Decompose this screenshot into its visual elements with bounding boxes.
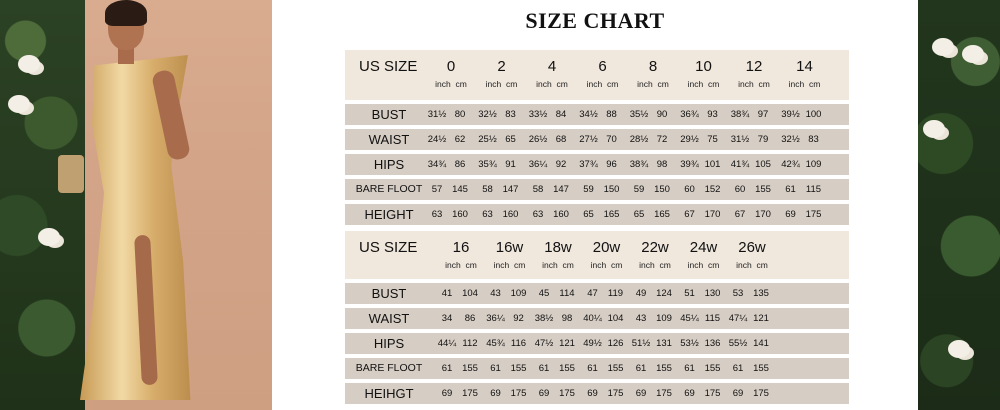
inch-value: 58 <box>482 184 493 195</box>
size-table-plus <box>345 231 849 404</box>
unit-labels <box>532 260 584 270</box>
cm-value: 155 <box>704 363 721 374</box>
size-value: 2 <box>497 58 506 75</box>
measurement-row <box>345 358 849 379</box>
unit-cm: cm <box>513 260 526 270</box>
cm-value: 165 <box>603 209 620 220</box>
measurement-label: WAIST <box>368 311 410 326</box>
cm-value: 155 <box>607 363 624 374</box>
inch-value: 41 <box>441 288 453 299</box>
inch-value: 67 <box>734 209 746 220</box>
unit-cm: cm <box>707 260 720 270</box>
inch-value: 28½ <box>629 134 649 145</box>
cm-value: 90 <box>656 109 668 120</box>
inch-value: 47 <box>587 288 598 299</box>
cm-value: 170 <box>704 209 721 220</box>
measurement-row <box>345 333 849 354</box>
size-column-header <box>726 239 778 270</box>
inch-value: 57 <box>431 184 443 195</box>
cm-value: 97 <box>757 109 769 120</box>
cm-value: 92 <box>555 159 567 170</box>
unit-labels <box>425 79 477 89</box>
cm-value: 155 <box>656 363 672 374</box>
unit-labels <box>678 79 730 89</box>
inch-value: 49 <box>635 288 647 299</box>
foliage-decoration <box>0 0 85 410</box>
cm-value: 165 <box>654 209 670 220</box>
unit-inch: inch <box>536 79 552 89</box>
unit-inch: inch <box>687 260 704 270</box>
unit-inch: inch <box>485 79 502 89</box>
cm-value: 121 <box>753 313 769 324</box>
measurement-row <box>345 179 849 200</box>
cm-value: 175 <box>704 388 721 399</box>
measurement-label: BARE FLOOT <box>355 183 423 195</box>
inch-value: 42¾ <box>781 159 800 170</box>
cm-value: 124 <box>656 288 672 299</box>
unit-cm: cm <box>610 260 623 270</box>
inch-value: 34½ <box>579 109 598 120</box>
cm-value: 109 <box>656 313 672 324</box>
model-photo-left <box>0 0 272 410</box>
unit-inch: inch <box>445 260 461 270</box>
inch-value: 38¾ <box>629 159 649 170</box>
inch-value: 61 <box>490 363 501 374</box>
cm-value: 150 <box>603 184 620 195</box>
unit-cm: cm <box>465 260 477 270</box>
unit-inch: inch <box>542 260 558 270</box>
inch-value: 69 <box>732 388 744 399</box>
flower-decoration <box>923 120 945 138</box>
inch-value: 44¼ <box>437 338 457 349</box>
size-header-row <box>345 50 849 100</box>
inch-value: 38¾ <box>730 109 750 120</box>
cm-value: 112 <box>462 338 478 349</box>
cm-value: 86 <box>454 159 466 170</box>
cm-value: 109 <box>510 288 527 299</box>
cm-value: 155 <box>462 363 478 374</box>
measurement-label: HEIGHT <box>364 207 414 222</box>
cm-value: 75 <box>707 134 718 145</box>
unit-inch: inch <box>736 260 752 270</box>
inch-value: 26½ <box>528 134 548 145</box>
inch-value: 61 <box>635 363 647 374</box>
cm-value: 86 <box>464 313 476 324</box>
unit-cm: cm <box>758 79 770 89</box>
inch-value: 35½ <box>629 109 649 120</box>
inch-value: 31½ <box>730 134 750 145</box>
unit-cm: cm <box>659 260 671 270</box>
cm-value: 114 <box>559 288 575 299</box>
cm-value: 116 <box>510 338 527 349</box>
inch-value: 69 <box>490 388 501 399</box>
inch-value: 63 <box>431 209 443 220</box>
inch-value: 69 <box>684 388 695 399</box>
inch-value: 53 <box>732 288 744 299</box>
inch-value: 65 <box>633 209 645 220</box>
inch-value: 53½ <box>680 338 699 349</box>
inch-value: 24½ <box>427 134 447 145</box>
measurement-row <box>345 308 849 329</box>
measurement-label: BARE FLOOT <box>355 362 423 374</box>
foliage-photo-right <box>918 0 1000 410</box>
inch-value: 60 <box>734 184 746 195</box>
measurement-row <box>345 129 849 150</box>
size-column-header <box>779 58 831 89</box>
unit-labels <box>627 79 679 89</box>
unit-inch: inch <box>586 79 603 89</box>
unit-inch: inch <box>687 79 704 89</box>
inch-value: 61 <box>441 363 453 374</box>
size-column-header <box>728 58 780 89</box>
page-title: SIZE CHART <box>525 8 665 33</box>
size-table-standard <box>345 50 849 225</box>
inch-value: 45¾ <box>486 338 505 349</box>
inch-value: 61 <box>785 184 796 195</box>
inch-value: 25½ <box>478 134 497 145</box>
inch-value: 43 <box>635 313 647 324</box>
cm-value: 147 <box>502 184 519 195</box>
measurement-label: BUST <box>371 286 407 301</box>
cm-value: 170 <box>755 209 771 220</box>
cm-value: 155 <box>753 363 769 374</box>
cm-value: 175 <box>462 388 478 399</box>
inch-value: 31½ <box>427 109 447 120</box>
unit-inch: inch <box>493 260 510 270</box>
inch-value: 33½ <box>528 109 548 120</box>
cm-value: 104 <box>607 313 624 324</box>
cm-value: 92 <box>513 313 524 324</box>
unit-inch: inch <box>738 79 754 89</box>
size-value: 12 <box>745 58 763 75</box>
cm-value: 136 <box>704 338 721 349</box>
inch-value: 55½ <box>728 338 748 349</box>
cm-value: 115 <box>704 313 721 324</box>
cm-value: 160 <box>502 209 519 220</box>
inch-value: 67 <box>684 209 695 220</box>
us-size-label: US SIZE <box>359 239 418 256</box>
measurement-label: HEIHGT <box>364 386 414 401</box>
inch-value: 61 <box>732 363 744 374</box>
unit-inch: inch <box>639 260 655 270</box>
cm-value: 93 <box>707 109 718 120</box>
inch-value: 59 <box>583 184 594 195</box>
unit-cm: cm <box>808 79 821 89</box>
cm-value: 105 <box>755 159 771 170</box>
size-column-header <box>678 58 730 89</box>
unit-labels <box>678 260 730 270</box>
cm-value: 96 <box>606 159 617 170</box>
inch-value: 35¾ <box>478 159 497 170</box>
cm-value: 141 <box>753 338 769 349</box>
size-column-header <box>526 58 578 89</box>
inch-value: 36¼ <box>528 159 548 170</box>
measurement-label: HIPS <box>373 157 405 172</box>
unit-cm: cm <box>707 79 720 89</box>
model-hair <box>105 0 147 26</box>
unit-cm: cm <box>606 79 619 89</box>
cm-value: 104 <box>462 288 478 299</box>
inch-value: 41¾ <box>730 159 750 170</box>
unit-inch: inch <box>590 260 607 270</box>
cm-value: 119 <box>607 288 624 299</box>
inch-value: 43 <box>490 288 501 299</box>
inch-value: 47½ <box>534 338 554 349</box>
unit-labels <box>476 79 528 89</box>
cm-value: 72 <box>656 134 668 145</box>
inch-value: 29½ <box>680 134 699 145</box>
cm-value: 109 <box>805 159 822 170</box>
inch-value: 60 <box>684 184 695 195</box>
handbag <box>58 155 84 193</box>
flower-decoration <box>962 45 984 63</box>
cm-value: 101 <box>704 159 721 170</box>
inch-value: 69 <box>538 388 550 399</box>
unit-labels <box>629 260 681 270</box>
measurement-row <box>345 383 849 404</box>
inch-value: 37¾ <box>579 159 598 170</box>
unit-cm: cm <box>556 79 568 89</box>
size-value: 16 <box>452 239 470 256</box>
size-value: 8 <box>648 58 658 75</box>
cm-value: 88 <box>606 109 617 120</box>
inch-value: 32½ <box>478 109 497 120</box>
inch-value: 65 <box>583 209 594 220</box>
inch-value: 47¼ <box>728 313 748 324</box>
flower-decoration <box>18 55 40 73</box>
size-value: 6 <box>598 58 607 75</box>
inch-value: 45¼ <box>680 313 699 324</box>
cm-value: 83 <box>808 134 819 145</box>
inch-value: 61 <box>587 363 598 374</box>
cm-value: 175 <box>559 388 575 399</box>
measurement-row <box>345 154 849 175</box>
size-column-header <box>484 239 536 270</box>
size-column-header <box>476 58 528 89</box>
size-value: 14 <box>796 58 813 75</box>
cm-value: 175 <box>510 388 527 399</box>
inch-value: 61 <box>538 363 550 374</box>
cm-value: 155 <box>755 184 771 195</box>
cm-value: 160 <box>452 209 468 220</box>
inch-value: 34 <box>441 313 453 324</box>
flower-decoration <box>948 340 970 358</box>
unit-cm: cm <box>455 79 467 89</box>
inch-value: 61 <box>684 363 695 374</box>
cm-value: 121 <box>559 338 575 349</box>
unit-inch: inch <box>637 79 653 89</box>
inch-value: 38½ <box>534 313 554 324</box>
flower-decoration <box>8 95 30 113</box>
measurement-row <box>345 204 849 225</box>
unit-cm: cm <box>562 260 574 270</box>
size-column-header <box>581 239 633 270</box>
size-column-header <box>425 58 477 89</box>
size-column-header <box>678 239 730 270</box>
cm-value: 155 <box>559 363 575 374</box>
cm-value: 152 <box>704 184 721 195</box>
unit-labels <box>726 260 778 270</box>
inch-value: 45 <box>538 288 550 299</box>
cm-value: 155 <box>510 363 527 374</box>
cm-value: 131 <box>656 338 672 349</box>
size-header-row <box>345 231 849 279</box>
cm-value: 65 <box>505 134 516 145</box>
size-value: 20w <box>592 239 621 256</box>
inch-value: 36¼ <box>486 313 505 324</box>
measurement-row <box>345 283 849 304</box>
cm-value: 70 <box>606 134 617 145</box>
unit-labels <box>435 260 487 270</box>
size-value: 4 <box>547 58 557 75</box>
size-value: 22w <box>641 239 669 256</box>
unit-labels <box>526 79 578 89</box>
unit-inch: inch <box>435 79 451 89</box>
flower-decoration <box>932 38 954 56</box>
cm-value: 175 <box>753 388 769 399</box>
size-column-header <box>435 239 487 270</box>
unit-labels <box>728 79 780 89</box>
cm-value: 68 <box>555 134 567 145</box>
size-column-header <box>629 239 681 270</box>
cm-value: 135 <box>753 288 769 299</box>
inch-value: 63 <box>532 209 544 220</box>
measurement-row <box>345 104 849 125</box>
cm-value: 130 <box>704 288 721 299</box>
inch-value: 49½ <box>583 338 602 349</box>
cm-value: 91 <box>505 159 516 170</box>
inch-value: 69 <box>441 388 453 399</box>
cm-value: 100 <box>805 109 822 120</box>
cm-value: 147 <box>553 184 569 195</box>
cm-value: 80 <box>454 109 466 120</box>
unit-cm: cm <box>756 260 768 270</box>
size-value: 16w <box>495 239 524 256</box>
cm-value: 79 <box>757 134 769 145</box>
inch-value: 51½ <box>631 338 651 349</box>
cm-value: 98 <box>656 159 668 170</box>
cm-value: 126 <box>607 338 624 349</box>
inch-value: 39½ <box>781 109 800 120</box>
cm-value: 150 <box>654 184 670 195</box>
size-column-header <box>532 239 584 270</box>
measurement-label: WAIST <box>368 132 410 147</box>
inch-value: 36¾ <box>680 109 699 120</box>
inch-value: 32½ <box>781 134 800 145</box>
size-column-header <box>577 58 629 89</box>
cm-value: 175 <box>607 388 624 399</box>
inch-value: 27½ <box>579 134 598 145</box>
inch-value: 51 <box>684 288 695 299</box>
flower-decoration <box>38 228 60 246</box>
size-value: 24w <box>689 239 718 256</box>
unit-inch: inch <box>788 79 805 89</box>
inch-value: 58 <box>532 184 544 195</box>
inch-value: 63 <box>482 209 493 220</box>
unit-labels <box>581 260 633 270</box>
cm-value: 62 <box>454 134 466 145</box>
unit-cm: cm <box>657 79 669 89</box>
cm-value: 160 <box>553 209 569 220</box>
inch-value: 69 <box>785 209 796 220</box>
size-value: 0 <box>446 58 456 75</box>
cm-value: 175 <box>805 209 822 220</box>
unit-labels <box>577 79 629 89</box>
cm-value: 115 <box>805 184 822 195</box>
size-value: 26w <box>738 239 766 256</box>
size-column-header <box>627 58 679 89</box>
inch-value: 34¾ <box>427 159 447 170</box>
size-value: 10 <box>695 58 712 75</box>
cm-value: 83 <box>505 109 516 120</box>
size-value: 18w <box>544 239 572 256</box>
cm-value: 98 <box>561 313 573 324</box>
measurement-label: HIPS <box>373 336 405 351</box>
cm-value: 175 <box>656 388 672 399</box>
inch-value: 59 <box>633 184 645 195</box>
cm-value: 145 <box>452 184 468 195</box>
measurement-label: BUST <box>371 107 407 122</box>
unit-labels <box>484 260 536 270</box>
inch-value: 40¼ <box>583 313 602 324</box>
us-size-label: US SIZE <box>359 58 418 75</box>
cm-value: 84 <box>555 109 567 120</box>
inch-value: 69 <box>587 388 598 399</box>
inch-value: 39¾ <box>680 159 699 170</box>
unit-labels <box>779 79 831 89</box>
inch-value: 69 <box>635 388 647 399</box>
unit-cm: cm <box>505 79 518 89</box>
